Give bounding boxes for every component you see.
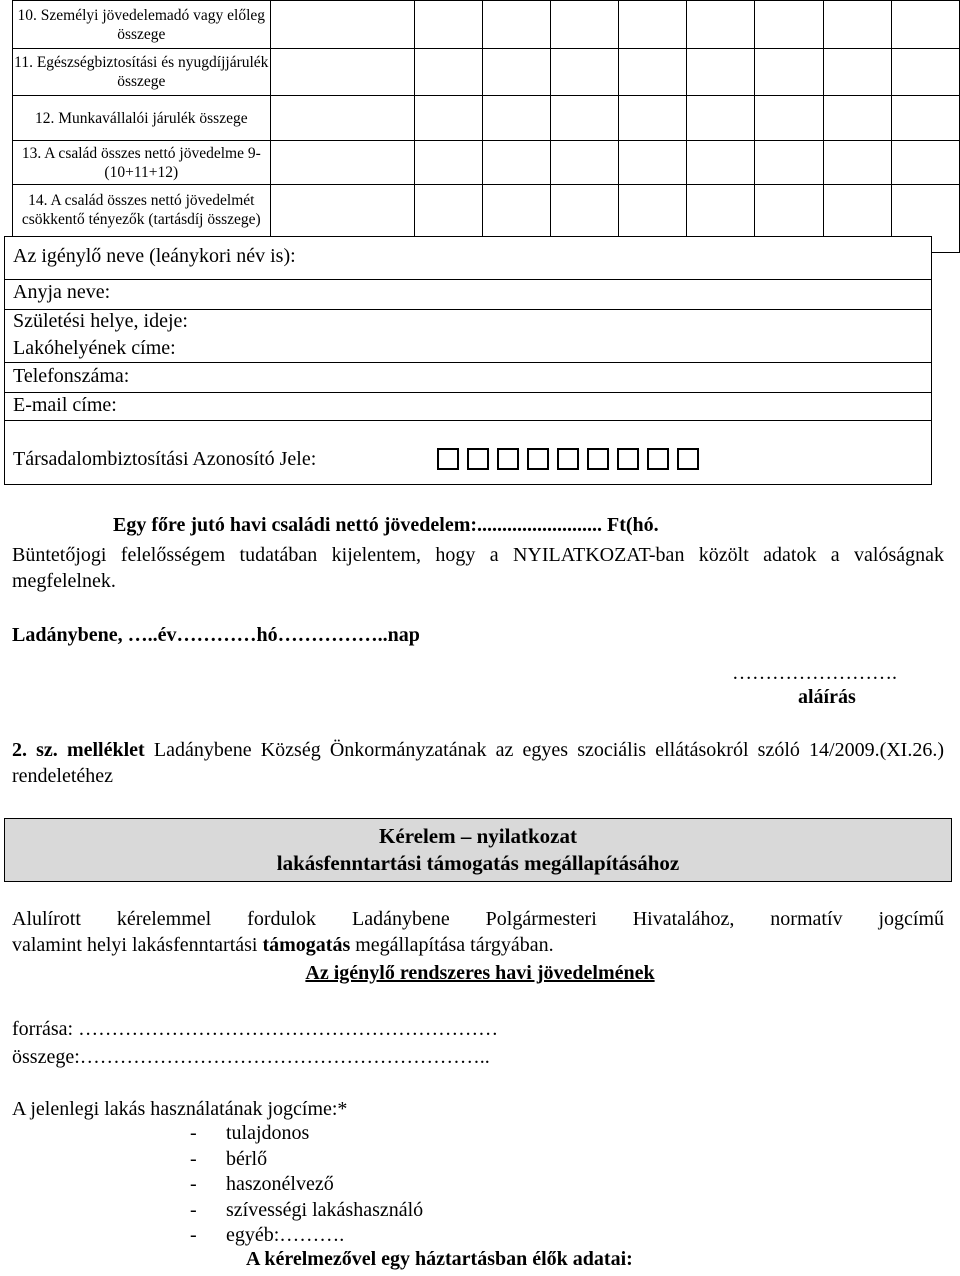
income-table — [12, 0, 960, 253]
household-heading: A kérelmezővel egy háztartásban élők adatai: — [246, 1248, 633, 1270]
birth-label: Születési helye, ideje: — [13, 310, 188, 332]
name-label: Az igénylő neve (leánykori név is): — [13, 245, 296, 267]
income-cell[interactable] — [550, 96, 618, 141]
usage-option-label: tulajdonos — [226, 1122, 310, 1144]
declaration-text: Büntetőjogi felelősségem tudatában kijelentem, hogy a NYILATKOZAT-ban közölt adatok a valóságnak megfelelnek. — [12, 544, 944, 592]
income-cell[interactable] — [619, 141, 687, 185]
income-cell[interactable] — [823, 1, 891, 49]
income-cell[interactable] — [891, 96, 959, 141]
address-row[interactable] — [5, 335, 931, 363]
form-title-box — [4, 818, 952, 882]
income-cell[interactable] — [270, 96, 414, 141]
income-cell[interactable] — [687, 49, 755, 96]
taj-digit-boxes[interactable] — [437, 448, 707, 470]
name-row[interactable] — [5, 237, 931, 280]
request-text-line2 — [12, 932, 944, 958]
taj-row — [5, 421, 931, 483]
taj-digit-box[interactable] — [497, 448, 519, 470]
personal-data-box — [4, 236, 932, 485]
taj-label: Társadalombiztosítási Azonosító Jele: — [13, 448, 317, 470]
income-cell[interactable] — [482, 1, 550, 49]
usage-options-list — [190, 1121, 423, 1249]
usage-option[interactable]: - szívességi lakáshasználó — [190, 1198, 424, 1221]
usage-option[interactable]: - egyéb:………. — [190, 1224, 345, 1246]
usage-option-label: szívességi lakáshasználó — [226, 1198, 424, 1221]
income-row-label: 14. A család összes nettó jövedelmét csökkentő tényezők (tartásdíj összege) — [13, 185, 271, 253]
income-cell[interactable] — [755, 141, 823, 185]
income-cell[interactable] — [687, 1, 755, 49]
income-cell[interactable] — [891, 1, 959, 49]
usage-heading: A jelenlegi lakás használatának jogcíme:* — [12, 1098, 348, 1120]
annex-reference — [12, 737, 944, 789]
per-capita-income: Egy főre jutó havi családi nettó jövedelem:......................... Ft(hó. — [113, 514, 659, 536]
income-cell[interactable] — [823, 96, 891, 141]
usage-option[interactable]: - haszonélvező — [190, 1173, 334, 1195]
mother-label: Anyja neve: — [13, 281, 111, 303]
request-text-bold: támogatás — [262, 934, 351, 956]
email-row[interactable] — [5, 393, 931, 421]
income-cell[interactable] — [755, 96, 823, 141]
income-source-line[interactable]: forrása: ……………………………………………………… — [12, 1018, 499, 1040]
income-cell[interactable] — [550, 49, 618, 96]
usage-option-label: haszonélvező — [226, 1173, 334, 1195]
income-cell[interactable] — [823, 141, 891, 185]
taj-digit-box[interactable] — [527, 448, 549, 470]
taj-digit-box[interactable] — [467, 448, 489, 470]
income-cell[interactable] — [891, 141, 959, 185]
income-cell[interactable] — [482, 141, 550, 185]
phone-label: Telefonszáma: — [13, 365, 130, 387]
annex-text: Ladánybene Község Önkormányzatának az egyes szociális ellátásokról szóló 14/2009.(XI.26.) rendeletéhez — [12, 739, 945, 787]
income-amount-line[interactable]: összege:…………………………………………………….. — [12, 1046, 490, 1068]
income-cell[interactable] — [482, 49, 550, 96]
income-cell[interactable] — [619, 96, 687, 141]
form-title-line1: Kérelem – nyilatkozat — [379, 824, 577, 848]
income-cell[interactable] — [482, 96, 550, 141]
income-cell[interactable] — [619, 49, 687, 96]
income-cell[interactable] — [414, 1, 482, 49]
income-cell[interactable] — [414, 49, 482, 96]
income-cell[interactable] — [550, 141, 618, 185]
mother-row[interactable] — [5, 280, 931, 310]
income-cell[interactable] — [823, 49, 891, 96]
taj-digit-box[interactable] — [587, 448, 609, 470]
taj-digit-box[interactable] — [677, 448, 699, 470]
email-label: E-mail címe: — [13, 394, 117, 416]
usage-option[interactable]: - tulajdonos — [190, 1122, 310, 1144]
request-text-part: megállapítása tárgyában. — [355, 934, 554, 956]
address-label: Lakóhelyének címe: — [13, 337, 176, 359]
taj-digit-box[interactable] — [647, 448, 669, 470]
taj-digit-box[interactable] — [437, 448, 459, 470]
income-cell[interactable] — [550, 1, 618, 49]
phone-row[interactable] — [5, 363, 931, 393]
signature-dots[interactable]: ……………………. — [732, 662, 897, 684]
usage-option-label: bérlő — [226, 1147, 268, 1170]
taj-digit-box[interactable] — [557, 448, 579, 470]
income-heading: Az igénylő rendszeres havi jövedelmének — [305, 962, 655, 984]
income-cell[interactable] — [270, 49, 414, 96]
usage-option[interactable]: - bérlő — [190, 1147, 268, 1170]
income-cell[interactable] — [414, 96, 482, 141]
income-cell[interactable] — [755, 1, 823, 49]
income-cell[interactable] — [270, 1, 414, 49]
income-cell[interactable] — [755, 49, 823, 96]
income-cell[interactable] — [619, 1, 687, 49]
request-text-line1: Alulírott kérelemmel fordulok Ladánybene Polgármesteri Hivatalához, normatív jogcímű — [12, 908, 944, 930]
request-text-part: valamint helyi lakásfenntartási — [12, 934, 258, 956]
usage-option-label: egyéb:………. — [226, 1224, 345, 1246]
income-row-label: 11. Egészségbiztosítási és nyugdíjjárulék összege — [13, 49, 271, 96]
income-cell[interactable] — [687, 96, 755, 141]
income-row-label: 13. A család összes nettó jövedelme 9-(10+11+12) — [13, 141, 271, 185]
income-cell[interactable] — [891, 49, 959, 96]
taj-digit-box[interactable] — [617, 448, 639, 470]
income-row-label: 10. Személyi jövedelemadó vagy előleg összege — [13, 1, 271, 49]
income-cell[interactable] — [414, 141, 482, 185]
income-cell[interactable] — [270, 141, 414, 185]
income-cell[interactable] — [687, 141, 755, 185]
form-title-line2: lakásfenntartási támogatás megállapításához — [276, 851, 680, 875]
date-line[interactable]: Ladánybene, …..év…………hó……………..nap — [12, 624, 420, 646]
income-row-label: 12. Munkavállalói járulék összege — [13, 96, 271, 141]
signature-label: aláírás — [798, 686, 856, 708]
birth-row[interactable] — [5, 310, 931, 334]
annex-number: 2. sz. melléklet — [12, 739, 145, 761]
